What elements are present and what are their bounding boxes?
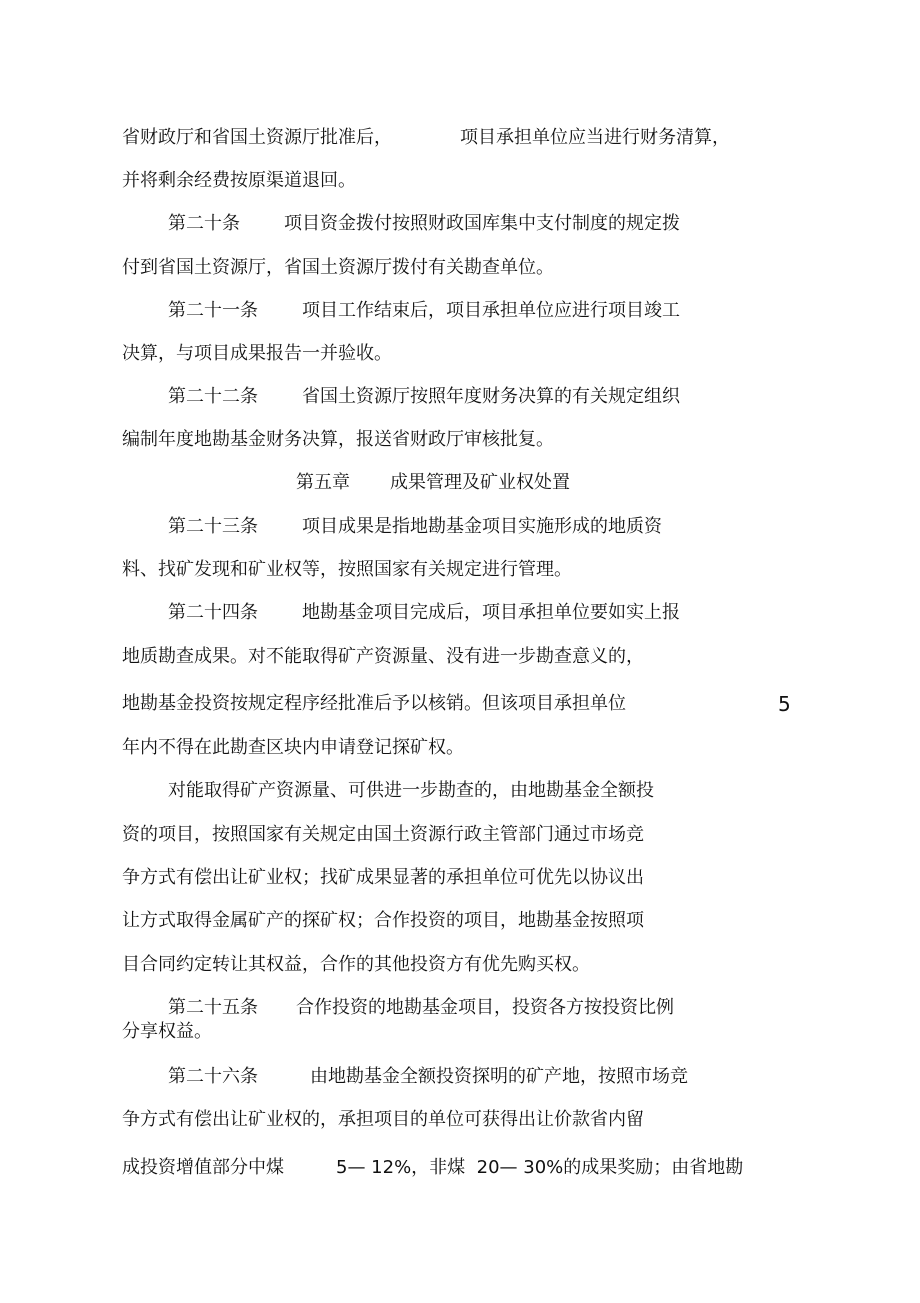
text-line: 争方式有偿出让矿业权；找矿成果显著的承担单位可优先以协议出 — [122, 867, 644, 888]
text-line: 编制年度地勘基金财务决算，报送省财政厅审核批复。 — [122, 429, 554, 450]
text-line: 决算，与项目成果报告一并验收。 — [122, 343, 392, 364]
text-line: 地勘基金投资按规定程序经批准后予以核销。但该项目承担单位 5 — [122, 692, 791, 716]
text-line: 省财政厅和省国土资源厅批准后， 项目承担单位应当进行财务清算， — [122, 127, 730, 148]
article-line: 第二十六条 由地勘基金全额投资探明的矿产地，按照市场竞 — [168, 1066, 688, 1087]
text-line: 让方式取得金属矿产的探矿权；合作投资的项目，地勘基金按照项 — [122, 910, 644, 931]
text-line: 付到省国土资源厅，省国土资源厅拨付有关勘查单位。 — [122, 257, 554, 278]
article-line: 第二十一条 项目工作结束后，项目承担单位应进行项目竣工 — [168, 300, 680, 321]
text-line: 分享权益。 — [122, 1021, 212, 1042]
text-line: 地质勘查成果。对不能取得矿产资源量、没有进一步勘查意义的， — [122, 646, 644, 667]
text-line: 并将剩余经费按原渠道退回。 — [122, 170, 356, 191]
text-line: 年内不得在此勘查区块内申请登记探矿权。 — [122, 737, 464, 758]
text-line: 料、找矿发现和矿业权等，按照国家有关规定进行管理。 — [122, 559, 572, 580]
text-line: 争方式有偿出让矿业权的，承担项目的单位可获得出让价款省内留 — [122, 1109, 644, 1130]
text-line: 目合同约定转让其权益，合作的其他投资方有优先购买权。 — [122, 954, 590, 975]
article-line: 第二十条 项目资金拨付按照财政国库集中支付制度的规定拨 — [168, 213, 680, 234]
text-line: 资的项目，按照国家有关规定由国土资源行政主管部门通过市场竞 — [122, 824, 644, 845]
article-line: 第二十三条 项目成果是指地勘基金项目实施形成的地质资 — [168, 516, 662, 537]
article-line: 第二十四条 地勘基金项目完成后，项目承担单位要如实上报 — [168, 602, 680, 623]
text-line: 成投资增值部分中煤 5— 12%，非煤 20— 30%的成果奖励；由省地勘 — [122, 1157, 744, 1178]
article-line: 第二十五条 合作投资的地勘基金项目，投资各方按投资比例 — [168, 997, 674, 1018]
paragraph-line: 对能取得矿产资源量、可供进一步勘查的，由地勘基金全额投 — [168, 780, 654, 801]
article-line: 第二十二条 省国土资源厅按照年度财务决算的有关规定组织 — [168, 386, 680, 407]
chapter-heading: 第五章 成果管理及矿业权处置 — [296, 472, 570, 493]
